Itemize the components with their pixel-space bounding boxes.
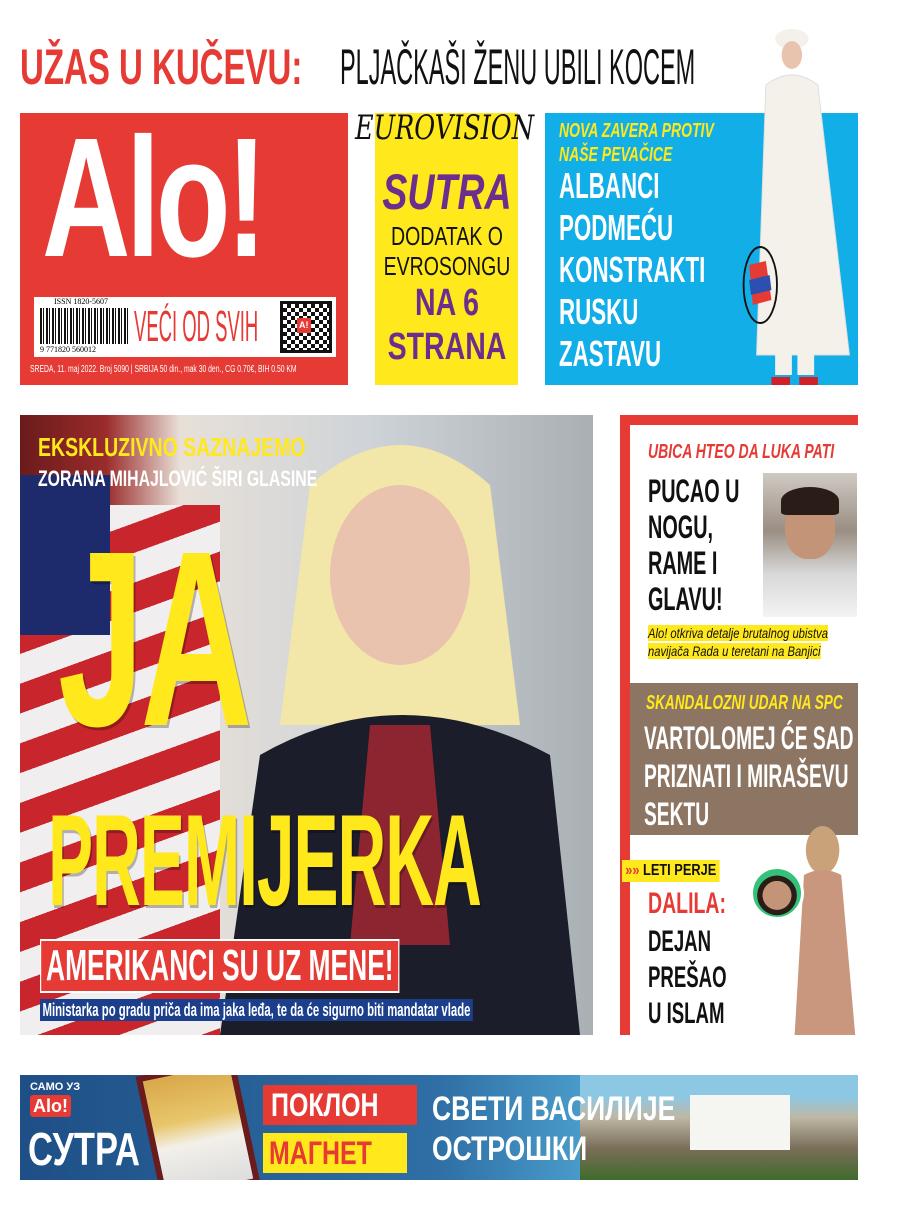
banner-item <box>263 1133 407 1173</box>
main-title-line1: JA <box>58 499 249 778</box>
top-headline[interactable] <box>20 38 720 98</box>
main-title-line2: PREMIJERKA <box>48 787 481 933</box>
side-story-3-name: DALILA: <box>648 887 726 920</box>
right-column-bar <box>620 415 630 1035</box>
saint-icon-image <box>136 1075 261 1180</box>
banner-when: СУТРА <box>28 1123 140 1175</box>
banner-gift <box>263 1085 417 1125</box>
qr-badge: A! <box>297 318 311 333</box>
item-text: МАГНЕТ <box>269 1135 372 1171</box>
eurovision-logo: EUROVISION <box>355 108 535 148</box>
side-story-1-kicker: UBICA HTEO DA LUKA PATI <box>648 441 835 463</box>
blue-story-title: ALBANCI PODMEĆU KONSTRAKTI RUSKU ZASTAVU <box>559 165 706 374</box>
main-subkicker: ZORANA MIHAJLOVIĆ ŠIRI GLASINE <box>38 466 318 491</box>
side-story-1-title: PUCAO U NOGU, RAME I GLAVU! <box>648 473 740 617</box>
dejan-avatar <box>750 866 804 920</box>
side-story-3-title: DEJAN PREŠAO U ISLAM <box>648 925 727 1030</box>
side-story-2[interactable] <box>630 683 858 835</box>
main-kicker: EKSKLUZIVNO SAZNAJEMO <box>38 432 306 462</box>
gift-text: ПОКЛОН <box>271 1087 379 1123</box>
promo-banner[interactable] <box>20 1075 858 1180</box>
main-story[interactable] <box>20 415 593 1035</box>
side-story-2-kicker: SKANDALOZNI UDAR NA SPC <box>646 692 843 714</box>
eurovision-line1: DODATAK O EVROSONGU <box>383 221 511 281</box>
slogan: VEĆI OD SVIH <box>134 302 259 351</box>
barcode-icon <box>40 308 130 344</box>
eurovision-promo[interactable] <box>375 113 518 385</box>
barcode-number: 9 771820 560012 <box>40 345 96 354</box>
right-column-top-rule <box>620 415 858 425</box>
eurovision-line2: NA 6 STRANA <box>387 282 507 368</box>
top-headline-kicker: UŽAS U KUČEVU: <box>20 39 303 95</box>
top-headline-title: PLJAČKAŠI ŽENU UBILI KOCEM <box>340 39 696 95</box>
side-story-3-kicker <box>622 860 719 882</box>
qr-code-icon[interactable] <box>280 301 332 353</box>
kicker-text: LETI PERJE <box>643 862 717 879</box>
alo-logo[interactable]: Alo! <box>42 103 263 293</box>
side-story-1-caption <box>648 624 848 660</box>
dateline: SREDA, 11. maj 2022. Broj 5090 | SRBIJA 50 din., mak 30 den., CG 0.70€, BIH 0.50 KM <box>30 364 297 375</box>
main-quote: AMERIKANCI SU UZ MENE! <box>40 939 400 993</box>
eurovision-when: SUTRA <box>382 164 512 220</box>
blue-story-kicker: NOVA ZAVERA PROTIV NAŠE PEVAČICE <box>559 120 714 166</box>
dalila-photo <box>776 825 858 1035</box>
side-story-2-title: VARTOLOMEJ ĆE SAD PRIZNATI I MIRAŠEVU SEKTU <box>644 720 854 832</box>
masthead <box>20 103 348 385</box>
masthead-strip <box>34 297 336 357</box>
singer-photo <box>738 25 868 400</box>
banner-small: САМО УЗ <box>30 1081 81 1093</box>
banner-brand: Alo! <box>30 1095 71 1117</box>
victim-photo <box>763 473 857 617</box>
arrows-icon: »» <box>625 862 640 879</box>
issn: ISSN 1820-5607 <box>54 297 109 306</box>
banner-title-text: СВЕТИ ВАСИЛИЈЕ ОСТРОШКИ <box>432 1090 676 1168</box>
main-deck: Ministarka po gradu priča da ima jaka leđa, te da će sigurno biti mandatar vlade <box>40 999 473 1021</box>
caption-text: Alo! otkriva detalje brutalnog ubistva navijača Rada u teretani na Banjici <box>648 625 828 659</box>
banner-title <box>432 1089 852 1169</box>
